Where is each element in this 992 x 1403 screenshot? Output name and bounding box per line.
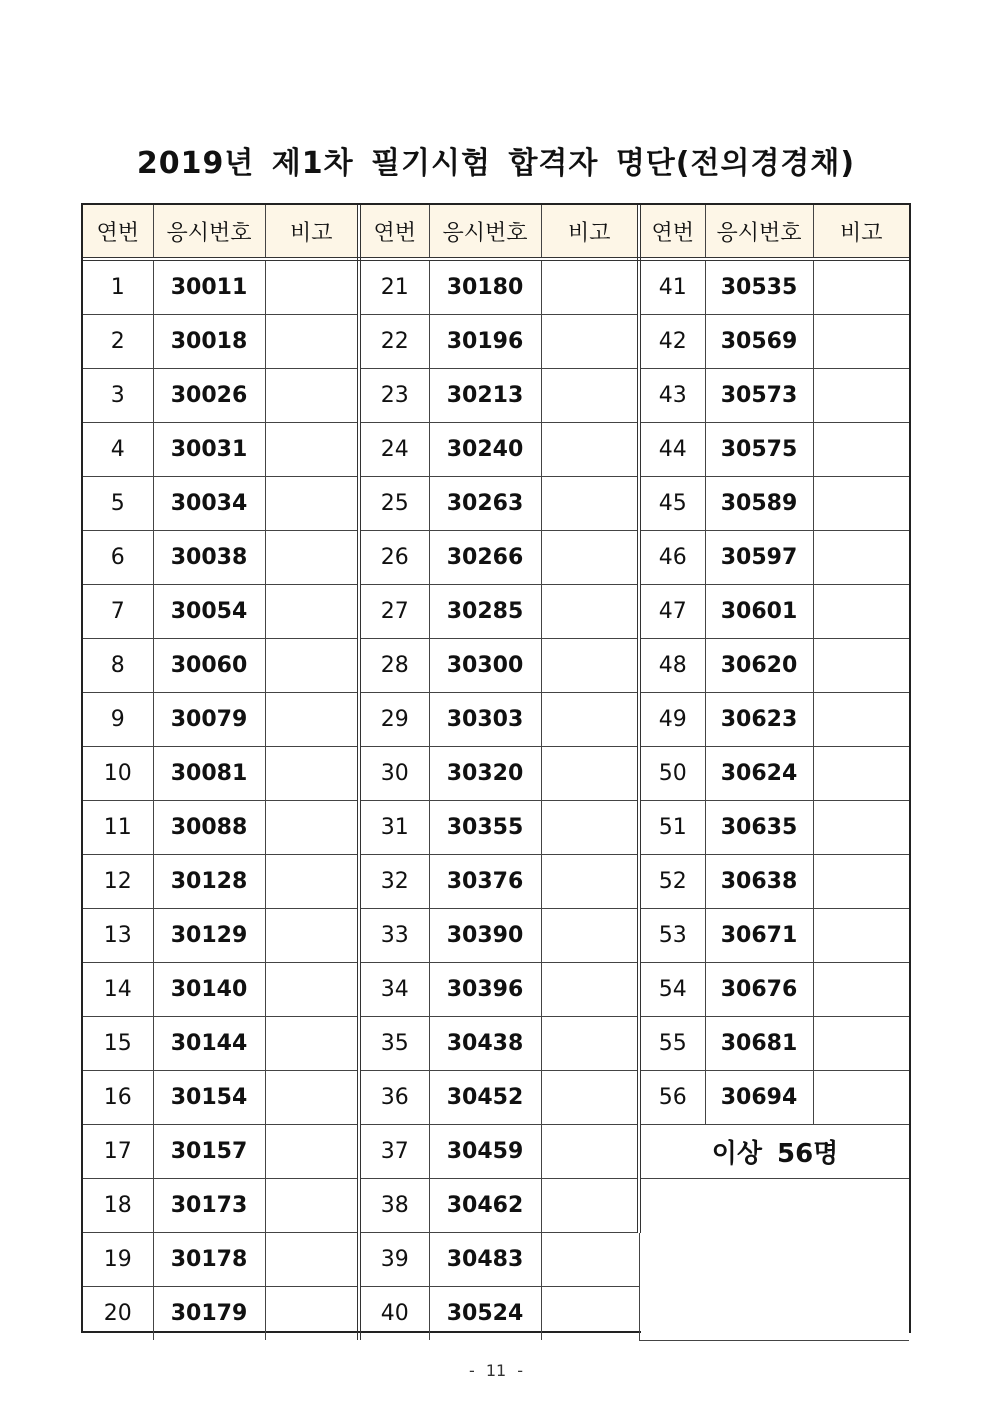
cell-no: 22 xyxy=(359,315,429,369)
cell-note xyxy=(813,639,909,693)
cell-note xyxy=(541,1179,639,1233)
cell-no: 50 xyxy=(639,747,705,801)
cell-note xyxy=(541,1287,639,1341)
cell-exam-id: 30320 xyxy=(429,747,541,801)
cell-no: 21 xyxy=(359,259,429,315)
cell-note xyxy=(265,963,359,1017)
cell-note xyxy=(265,747,359,801)
summary-cell: 이상 56명 xyxy=(639,1125,909,1179)
cell-note xyxy=(541,1017,639,1071)
cell-note xyxy=(541,963,639,1017)
cell-no: 7 xyxy=(83,585,153,639)
cell-note xyxy=(541,423,639,477)
cell-exam-id: 30263 xyxy=(429,477,541,531)
cell-note xyxy=(813,963,909,1017)
cell-no: 48 xyxy=(639,639,705,693)
cell-note xyxy=(265,1179,359,1233)
cell-note xyxy=(265,259,359,315)
cell-no: 14 xyxy=(83,963,153,1017)
cell-exam-id: 30038 xyxy=(153,531,265,585)
table-row xyxy=(83,1017,909,1071)
cell-exam-id: 30060 xyxy=(153,639,265,693)
cell-note xyxy=(265,639,359,693)
table-row xyxy=(83,747,909,801)
cell-no: 5 xyxy=(83,477,153,531)
cell-exam-id: 30676 xyxy=(705,963,813,1017)
cell-note xyxy=(541,909,639,963)
cell-exam-id: 30396 xyxy=(429,963,541,1017)
cell-no: 4 xyxy=(83,423,153,477)
cell-no: 55 xyxy=(639,1017,705,1071)
cell-no: 51 xyxy=(639,801,705,855)
cell-exam-id: 30179 xyxy=(153,1287,265,1341)
table-row xyxy=(83,585,909,639)
cell-note xyxy=(265,585,359,639)
cell-exam-id: 30054 xyxy=(153,585,265,639)
cell-exam-id: 30157 xyxy=(153,1125,265,1179)
table-row xyxy=(83,1179,909,1233)
cell-note xyxy=(541,1125,639,1179)
cell-no: 42 xyxy=(639,315,705,369)
page-number: - 11 - xyxy=(468,1361,524,1380)
cell-exam-id: 30575 xyxy=(705,423,813,477)
header-no: 연번 xyxy=(359,205,429,259)
cell-no: 10 xyxy=(83,747,153,801)
cell-no: 1 xyxy=(83,259,153,315)
cell-no: 6 xyxy=(83,531,153,585)
table-row xyxy=(83,1071,909,1125)
cell-exam-id: 30034 xyxy=(153,477,265,531)
cell-note xyxy=(541,1233,639,1287)
cell-no: 18 xyxy=(83,1179,153,1233)
cell-exam-id: 30088 xyxy=(153,801,265,855)
result-table xyxy=(83,205,909,1341)
cell-note xyxy=(265,531,359,585)
cell-no: 34 xyxy=(359,963,429,1017)
cell-note xyxy=(813,747,909,801)
cell-no: 17 xyxy=(83,1125,153,1179)
cell-note xyxy=(813,1017,909,1071)
cell-exam-id: 30011 xyxy=(153,259,265,315)
cell-no: 41 xyxy=(639,259,705,315)
cell-exam-id: 30597 xyxy=(705,531,813,585)
header-id: 응시번호 xyxy=(429,205,541,259)
cell-note xyxy=(813,1071,909,1125)
cell-no: 52 xyxy=(639,855,705,909)
cell-note xyxy=(813,855,909,909)
table-row xyxy=(83,909,909,963)
cell-no: 40 xyxy=(359,1287,429,1341)
cell-no: 33 xyxy=(359,909,429,963)
cell-exam-id: 30681 xyxy=(705,1017,813,1071)
cell-exam-id: 30638 xyxy=(705,855,813,909)
cell-exam-id: 30355 xyxy=(429,801,541,855)
cell-note xyxy=(813,693,909,747)
cell-exam-id: 30620 xyxy=(705,639,813,693)
empty-merged-cell xyxy=(639,1179,909,1341)
cell-note xyxy=(541,259,639,315)
cell-exam-id: 30671 xyxy=(705,909,813,963)
cell-no: 2 xyxy=(83,315,153,369)
table-row xyxy=(83,1125,909,1179)
cell-exam-id: 30154 xyxy=(153,1071,265,1125)
table-row xyxy=(83,855,909,909)
cell-note xyxy=(813,423,909,477)
result-table-frame xyxy=(81,203,911,1333)
cell-exam-id: 30438 xyxy=(429,1017,541,1071)
header-id: 응시번호 xyxy=(153,205,265,259)
cell-no: 53 xyxy=(639,909,705,963)
table-row xyxy=(83,369,909,423)
cell-no: 43 xyxy=(639,369,705,423)
cell-no: 23 xyxy=(359,369,429,423)
cell-note xyxy=(541,315,639,369)
cell-no: 29 xyxy=(359,693,429,747)
cell-exam-id: 30285 xyxy=(429,585,541,639)
cell-no: 12 xyxy=(83,855,153,909)
cell-no: 25 xyxy=(359,477,429,531)
cell-note xyxy=(265,801,359,855)
cell-exam-id: 30196 xyxy=(429,315,541,369)
cell-no: 30 xyxy=(359,747,429,801)
cell-exam-id: 30462 xyxy=(429,1179,541,1233)
cell-note xyxy=(265,423,359,477)
cell-note xyxy=(813,369,909,423)
cell-note xyxy=(541,639,639,693)
header-row xyxy=(83,205,909,259)
cell-exam-id: 30018 xyxy=(153,315,265,369)
header-no: 연번 xyxy=(83,205,153,259)
cell-note xyxy=(265,1071,359,1125)
cell-no: 13 xyxy=(83,909,153,963)
cell-exam-id: 30079 xyxy=(153,693,265,747)
cell-note xyxy=(541,477,639,531)
table-row xyxy=(83,477,909,531)
cell-exam-id: 30213 xyxy=(429,369,541,423)
cell-exam-id: 30694 xyxy=(705,1071,813,1125)
cell-note xyxy=(265,315,359,369)
cell-no: 36 xyxy=(359,1071,429,1125)
cell-no: 26 xyxy=(359,531,429,585)
cell-note xyxy=(541,693,639,747)
cell-exam-id: 30140 xyxy=(153,963,265,1017)
cell-no: 56 xyxy=(639,1071,705,1125)
cell-note xyxy=(813,259,909,315)
cell-note xyxy=(813,585,909,639)
cell-exam-id: 30624 xyxy=(705,747,813,801)
cell-note xyxy=(541,1071,639,1125)
cell-no: 39 xyxy=(359,1233,429,1287)
cell-no: 46 xyxy=(639,531,705,585)
cell-exam-id: 30376 xyxy=(429,855,541,909)
cell-note xyxy=(541,585,639,639)
cell-note xyxy=(265,477,359,531)
table-row xyxy=(83,639,909,693)
cell-no: 54 xyxy=(639,963,705,1017)
cell-no: 44 xyxy=(639,423,705,477)
cell-exam-id: 30240 xyxy=(429,423,541,477)
cell-note xyxy=(813,801,909,855)
page-title: 2019년 제1차 필기시험 합격자 명단(전의경경채) xyxy=(136,146,856,181)
cell-no: 3 xyxy=(83,369,153,423)
table-row xyxy=(83,259,909,315)
header-no: 연번 xyxy=(639,205,705,259)
cell-exam-id: 30144 xyxy=(153,1017,265,1071)
cell-no: 24 xyxy=(359,423,429,477)
cell-exam-id: 30031 xyxy=(153,423,265,477)
cell-exam-id: 30180 xyxy=(429,259,541,315)
cell-exam-id: 30129 xyxy=(153,909,265,963)
cell-note xyxy=(541,747,639,801)
cell-no: 16 xyxy=(83,1071,153,1125)
cell-note xyxy=(541,531,639,585)
cell-note xyxy=(265,1125,359,1179)
cell-no: 35 xyxy=(359,1017,429,1071)
header-id: 응시번호 xyxy=(705,205,813,259)
header-note: 비고 xyxy=(541,205,639,259)
cell-exam-id: 30459 xyxy=(429,1125,541,1179)
cell-exam-id: 30589 xyxy=(705,477,813,531)
cell-no: 15 xyxy=(83,1017,153,1071)
cell-exam-id: 30452 xyxy=(429,1071,541,1125)
header-note: 비고 xyxy=(265,205,359,259)
table-row xyxy=(83,963,909,1017)
cell-note xyxy=(265,1287,359,1341)
cell-note xyxy=(265,1233,359,1287)
cell-exam-id: 30601 xyxy=(705,585,813,639)
header-note: 비고 xyxy=(813,205,909,259)
cell-no: 28 xyxy=(359,639,429,693)
table-row xyxy=(83,315,909,369)
cell-exam-id: 30178 xyxy=(153,1233,265,1287)
cell-exam-id: 30635 xyxy=(705,801,813,855)
cell-exam-id: 30623 xyxy=(705,693,813,747)
cell-exam-id: 30483 xyxy=(429,1233,541,1287)
table-body xyxy=(83,259,909,1340)
cell-note xyxy=(813,477,909,531)
cell-exam-id: 30026 xyxy=(153,369,265,423)
cell-note xyxy=(265,369,359,423)
cell-note xyxy=(813,315,909,369)
cell-no: 20 xyxy=(83,1287,153,1341)
cell-no: 47 xyxy=(639,585,705,639)
cell-note xyxy=(541,855,639,909)
cell-note xyxy=(813,909,909,963)
cell-note xyxy=(265,855,359,909)
table-row xyxy=(83,531,909,585)
cell-no: 19 xyxy=(83,1233,153,1287)
cell-exam-id: 30266 xyxy=(429,531,541,585)
cell-note xyxy=(265,693,359,747)
table-row xyxy=(83,801,909,855)
cell-no: 31 xyxy=(359,801,429,855)
cell-no: 32 xyxy=(359,855,429,909)
cell-exam-id: 30535 xyxy=(705,259,813,315)
cell-no: 38 xyxy=(359,1179,429,1233)
cell-note xyxy=(265,909,359,963)
cell-exam-id: 30173 xyxy=(153,1179,265,1233)
cell-note xyxy=(541,369,639,423)
cell-note xyxy=(813,531,909,585)
cell-no: 49 xyxy=(639,693,705,747)
table-row xyxy=(83,423,909,477)
cell-no: 37 xyxy=(359,1125,429,1179)
cell-exam-id: 30524 xyxy=(429,1287,541,1341)
cell-exam-id: 30303 xyxy=(429,693,541,747)
cell-exam-id: 30390 xyxy=(429,909,541,963)
cell-exam-id: 30081 xyxy=(153,747,265,801)
cell-note xyxy=(265,1017,359,1071)
cell-no: 11 xyxy=(83,801,153,855)
cell-no: 8 xyxy=(83,639,153,693)
cell-exam-id: 30300 xyxy=(429,639,541,693)
cell-exam-id: 30573 xyxy=(705,369,813,423)
cell-no: 45 xyxy=(639,477,705,531)
cell-exam-id: 30569 xyxy=(705,315,813,369)
cell-exam-id: 30128 xyxy=(153,855,265,909)
cell-note xyxy=(541,801,639,855)
table-row xyxy=(83,693,909,747)
cell-no: 9 xyxy=(83,693,153,747)
cell-no: 27 xyxy=(359,585,429,639)
